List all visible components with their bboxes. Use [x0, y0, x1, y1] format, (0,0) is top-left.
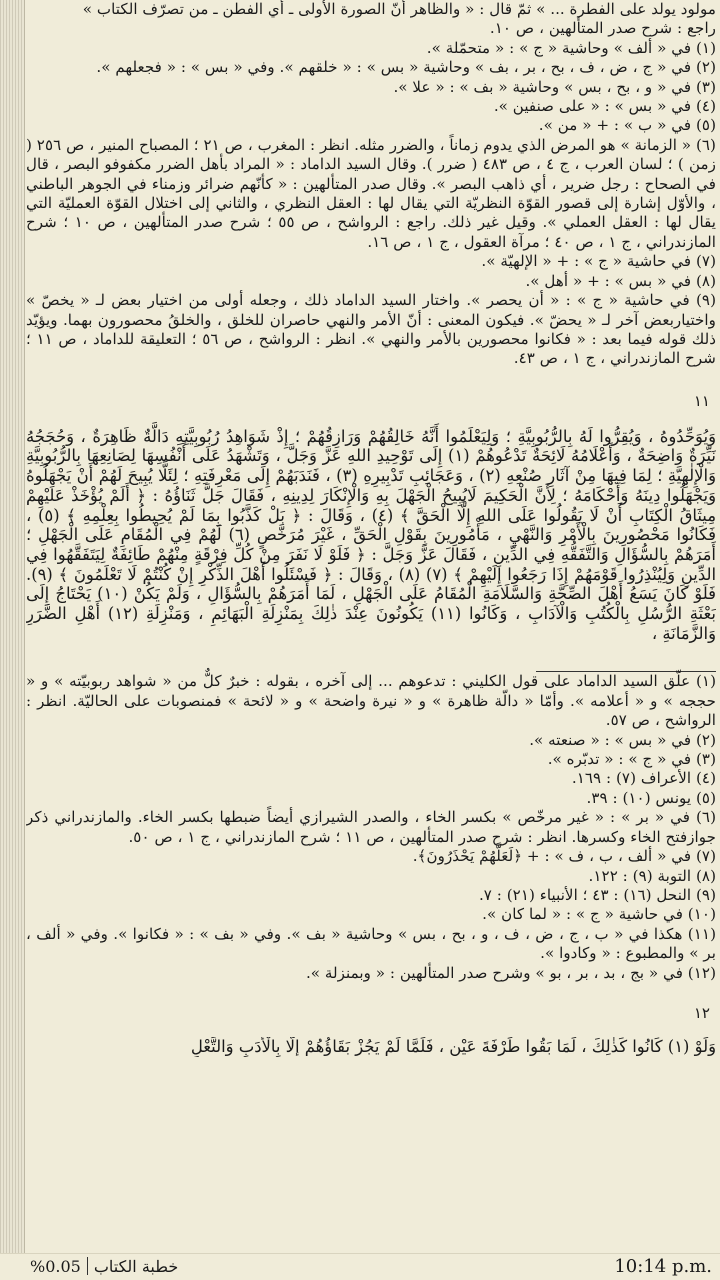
footnote: (١٢) في « بج ، بد ، بر ، بو » وشرح صدر المتألهين : « وبمنزلة ». — [305, 963, 716, 982]
progress-percent: %0.05 — [30, 1257, 81, 1276]
footnote: (٨) في « بس » : + « أهل ». — [525, 271, 716, 290]
footnote: (٤) في « بس » : « على صنفين ». — [493, 97, 716, 116]
footnote: (٦) في « بر » : « غير مرخّص » بكسر الخاء ، والصدر الشيرازي أيضاً ضبطها بكسر الخاء. والمازندراني ذكر جوازفتح الخاء وكسرها. انظر : شرح صدر المتألهين ، ص ١١ ؛ شرح المازندراني ، ج ١ ، ص ٥٠. — [26, 808, 716, 846]
main-paragraph: وَيُوَحِّدُوهُ ، وَيُقِرُّوا لَهُ بِالرُّبُوبِيَّةِ ؛ وَلِيَعْلَمُوا أَنَّهُ خَالِقُهُمْ وَرَازِقُهُمْ ؛ إِذْ شَوَاهِدُ رُبُوبِيَّتِهِ دَالَّةٌ ظَاهِرَةٌ ، وَحُجَجُهُ نَيِّرَةٌ وَاضِحَةٌ ، وَأَعْلَامُهُ لَائِحَةٌ تَدْعُوهُمْ (١) إِلَى تَوْحِيدِ اللهِ عَزَّ وَجَلَّ ، وَتَشْهَدُ عَلَى أَنْفُسِهَا لِصَانِعِهَا بِالرُّبُوبِيَّةِ وَالْإِلٰهِيَّةِ ؛ لِمَا فِيهَا مِنْ آثَارِ صُنْعِهِ (٢) ، وَعَجَائِبِ تَدْبِيرِهِ (٣) ، فَنَدَبَهُمْ إِلَى مَعْرِفَتِهِ ؛ لِئَلَّا يُبِيحَ لَهُمْ أَنْ يَجْهَلُوهُ وَيَجْهَلُوا دِينَهُ وَأَحْكَامَهُ ؛ لِأَنَّ الْحَكِيمَ لَايُبِيحُ الْجَهْلَ بِهِ وَالْإِنْكَارَ لِدِينِهِ ، فَقَالَ جَلَّ ثَنَاؤُهُ : ﴿ أَلَمْ يُؤْخَذْ عَلَيْهِمْ مِيثَاقُ الْكِتَابِ أَنْ لَا يَقُولُوا عَلَى اللهِ إِلَّا الْحَقَّ ﴾ (٤) ، وَقَالَ : ﴿ بَلْ كَذَّبُوا بِمَا لَمْ يُحِيطُوا بِعِلْمِهِ ﴾ (٥) ، فَكَانُوا مَحْصُورِينَ بِالْأَمْرِ وَالنَّهْيِ ، مَأْمُورِينَ بِقَوْلِ الْحَقِّ ، غَيْرَ مُرَخَّصٍ (٦) لَهُمْ فِي الْمُقَامِ عَلَى الْجَهْلِ ؛ أَمَرَهُمْ بِالسُّؤَالِ وَالتَّفَقُّهِ فِي الدِّينِ ، فَقَالَ عَزَّ وَجَلَّ : ﴿ فَلَوْ لَا نَفَرَ مِنْ كُلِّ فِرْقَةٍ مِنْهُمْ طَائِفَةٌ لِيَتَفَقَّهُوا فِي الدِّينِ وَلِيُنْذِرُوا قَوْمَهُمْ إِذَا رَجَعُوا إِلَيْهِمْ ﴾ (٧) (٨) ، وَقَالَ : ﴿ فَسْئَلُوا أَهْلَ الذِّكْرِ إِنْ كُنْتُمْ لَا تَعْلَمُونَ ﴾ (٩). فَلَوْ كَانَ يَسَعُ أَهْلَ الصِّحَّةِ وَالسَّلَامَةِ الْمُقَامُ عَلَى الْجَهْلِ ، لَمَا أَمَرَهُمْ بِالسُّؤَالِ ، وَلَمْ يَكُنْ (١٠) يَحْتَاجُ إِلَى بَعْثَةِ الرُّسُلِ بِالْكُتُبِ وَالْآدَابِ ، وَكَانُوا (١١) يَكُونُونَ عِنْدَ ذٰلِكَ بِمَنْزِلَةِ الْبَهَائِمِ ، وَمَنْزِلَةِ (١٢) أَهْلِ الضَّرَرِ وَالزَّمَانَةِ ، — [26, 426, 716, 643]
footnote: (٢) في « بس » : « صنعته ». — [529, 730, 716, 749]
footnote: (٣) في « ج » : « تدبّره ». — [547, 750, 716, 769]
footnote: (١) في « ألف » وحاشية « ج » : « متحمّلة ». — [426, 38, 716, 57]
footnote: (٦) « الزمانة » هو المرض الذي يدوم زماناً ، والضرر مثله. انظر : المغرب ، ص ٢١ ؛ المصباح المنير ، ص ٢٥٦ ( زمن ) ؛ لسان العرب ، ج ٤ ، ص ٤٨٣ ( ضرر ). وقال السيد الداماد : « المراد بأهل الضرر مكفوفو البصر ، قال في الصحاح : رجل ضرير ، أي ذاهب البصر ». وقال صدر المتألهين : « كأنّهم ضرائر وزمناء في الجوهر الباطني ، والأوّل إشارة إلى قصور القوّة النظريّة التي يقال لها : العقل النظري ، والثاني إلى اختلال القوّة العمليّة التي يقال لها : العقل العملي ». وقيل غير ذلك. راجع : الرواشح ، ص ٥٥ ؛ شرح صدر المتألهين ، ص ١٠ ؛ شرح المازندراني ، ج ١ ، ص ٤٠ ؛ مرآة العقول ، ج ١ ، ص ١٦. — [26, 135, 716, 251]
footnote: (٩) النحل (١٦) : ٤٣ ؛ الأنبياء (٢١) : ٧. — [478, 885, 716, 904]
footnote: (٥) في « ب » : + « من ». — [538, 116, 716, 135]
footnote: راجع : شرح صدر المتألهين ، ص ١٠. — [489, 19, 716, 38]
footnote: (٨) التوبة (٩) : ١٢٢. — [588, 866, 716, 885]
footnote: (٣) في « و ، بح ، بس » وحاشية « بف » : « علا ». — [393, 77, 716, 96]
top-footnotes — [26, 0, 716, 369]
footnote: (٥) يونس (١٠) : ٣٩. — [586, 788, 716, 807]
bottom-footnotes — [26, 672, 716, 983]
footnote: (١١) هكذا في « ب ، ج ، ض ، ف ، و ، بح ، بس » وحاشية « بف ». وفي « بف » : « فكانوا ». وفي « ألف ، بر » والمطبوع : « وكادوا ». — [26, 924, 716, 963]
footnote: (٧) في حاشية « ج » : + « الإلهيّة ». — [481, 252, 716, 271]
footnote: (٢) في « ج ، ض ، ف ، بح ، بر ، بف » وحاشية « بس » : « خلقهم ». وفي « بس » : « فجعلهم ». — [96, 58, 716, 77]
footnote: (٤) الأعراف (٧) : ١٦٩. — [571, 769, 716, 788]
footnote: (٧) في « ألف ، ب ، ف » : + ﴿لَعَلَّهُمْ يَحْذَرُونَ﴾. — [412, 847, 716, 866]
status-divider — [87, 1257, 88, 1275]
next-page-line: وَلَوْ (١) كَانُوا كَذٰلِكَ ، لَمَا بَقُوا طَرْفَةَ عَيْنٍ ، فَلَمَّا لَمْ يَجُزْ بَقَاؤُهُمْ إِلَّا بِالْأَدَبِ وَالتَّعْلِ — [190, 1036, 716, 1056]
footnote: (٩) في حاشية « ج » : « أن يحصر ». واختار السيد الداماد ذلك ، وجعله أولى من اختيار بعض لـ « يخصّ » واختياربعض آخر لـ « يحضّ ». فيكون المعنى : أنّ الأمر والنهي حاصران للخلق ، والخلقُ محصورون بهما. ويؤيّد ذلك قوله فيما بعد : « فكانوا محصورين بالأمر والنهي ». انظر : الرواشح ، ص ٥٦ ؛ التعليقة للداماد ، ص ١١ ؛ شرح المازندراني ، ج ١ ، ص ٤٣. — [26, 291, 716, 368]
main-text — [26, 427, 716, 644]
clock: 10:14 p.m. — [614, 1256, 712, 1277]
footnote: (١٠) في حاشية « ج » : « لما كان ». — [482, 905, 716, 924]
book-page-edges — [0, 0, 25, 1280]
footnote: (١) علّق السيد الداماد على قول الكليني : تدعوهم ... إلى آخره ، بقوله : خبرٌ كلٌّ من « شواهد ربوبيّته » و « حججه » و « أعلامه ». وأمّا « دالّة ظاهرة » و « نيرة واضحة » و « لائحة » فمنصوبات على الحاليّة. انظر : الرواشح ، ص ٥٧. — [26, 672, 716, 730]
page-number-next: ١٢ — [693, 1003, 710, 1022]
book-page[interactable] — [26, 0, 716, 1254]
next-page-text — [26, 1037, 716, 1057]
page-number: ١١ — [693, 391, 710, 410]
reading-progress[interactable] — [30, 1257, 178, 1276]
footnote: مولود يولد على الفطرة ... » ثمّ قال : « والظاهر أنّ الصورة الأولى ـ أي الفطن ـ من تصرّف الكتاب » — [82, 0, 716, 18]
status-bar — [0, 1253, 720, 1280]
chapter-title: خطبة الكتاب — [93, 1257, 179, 1276]
